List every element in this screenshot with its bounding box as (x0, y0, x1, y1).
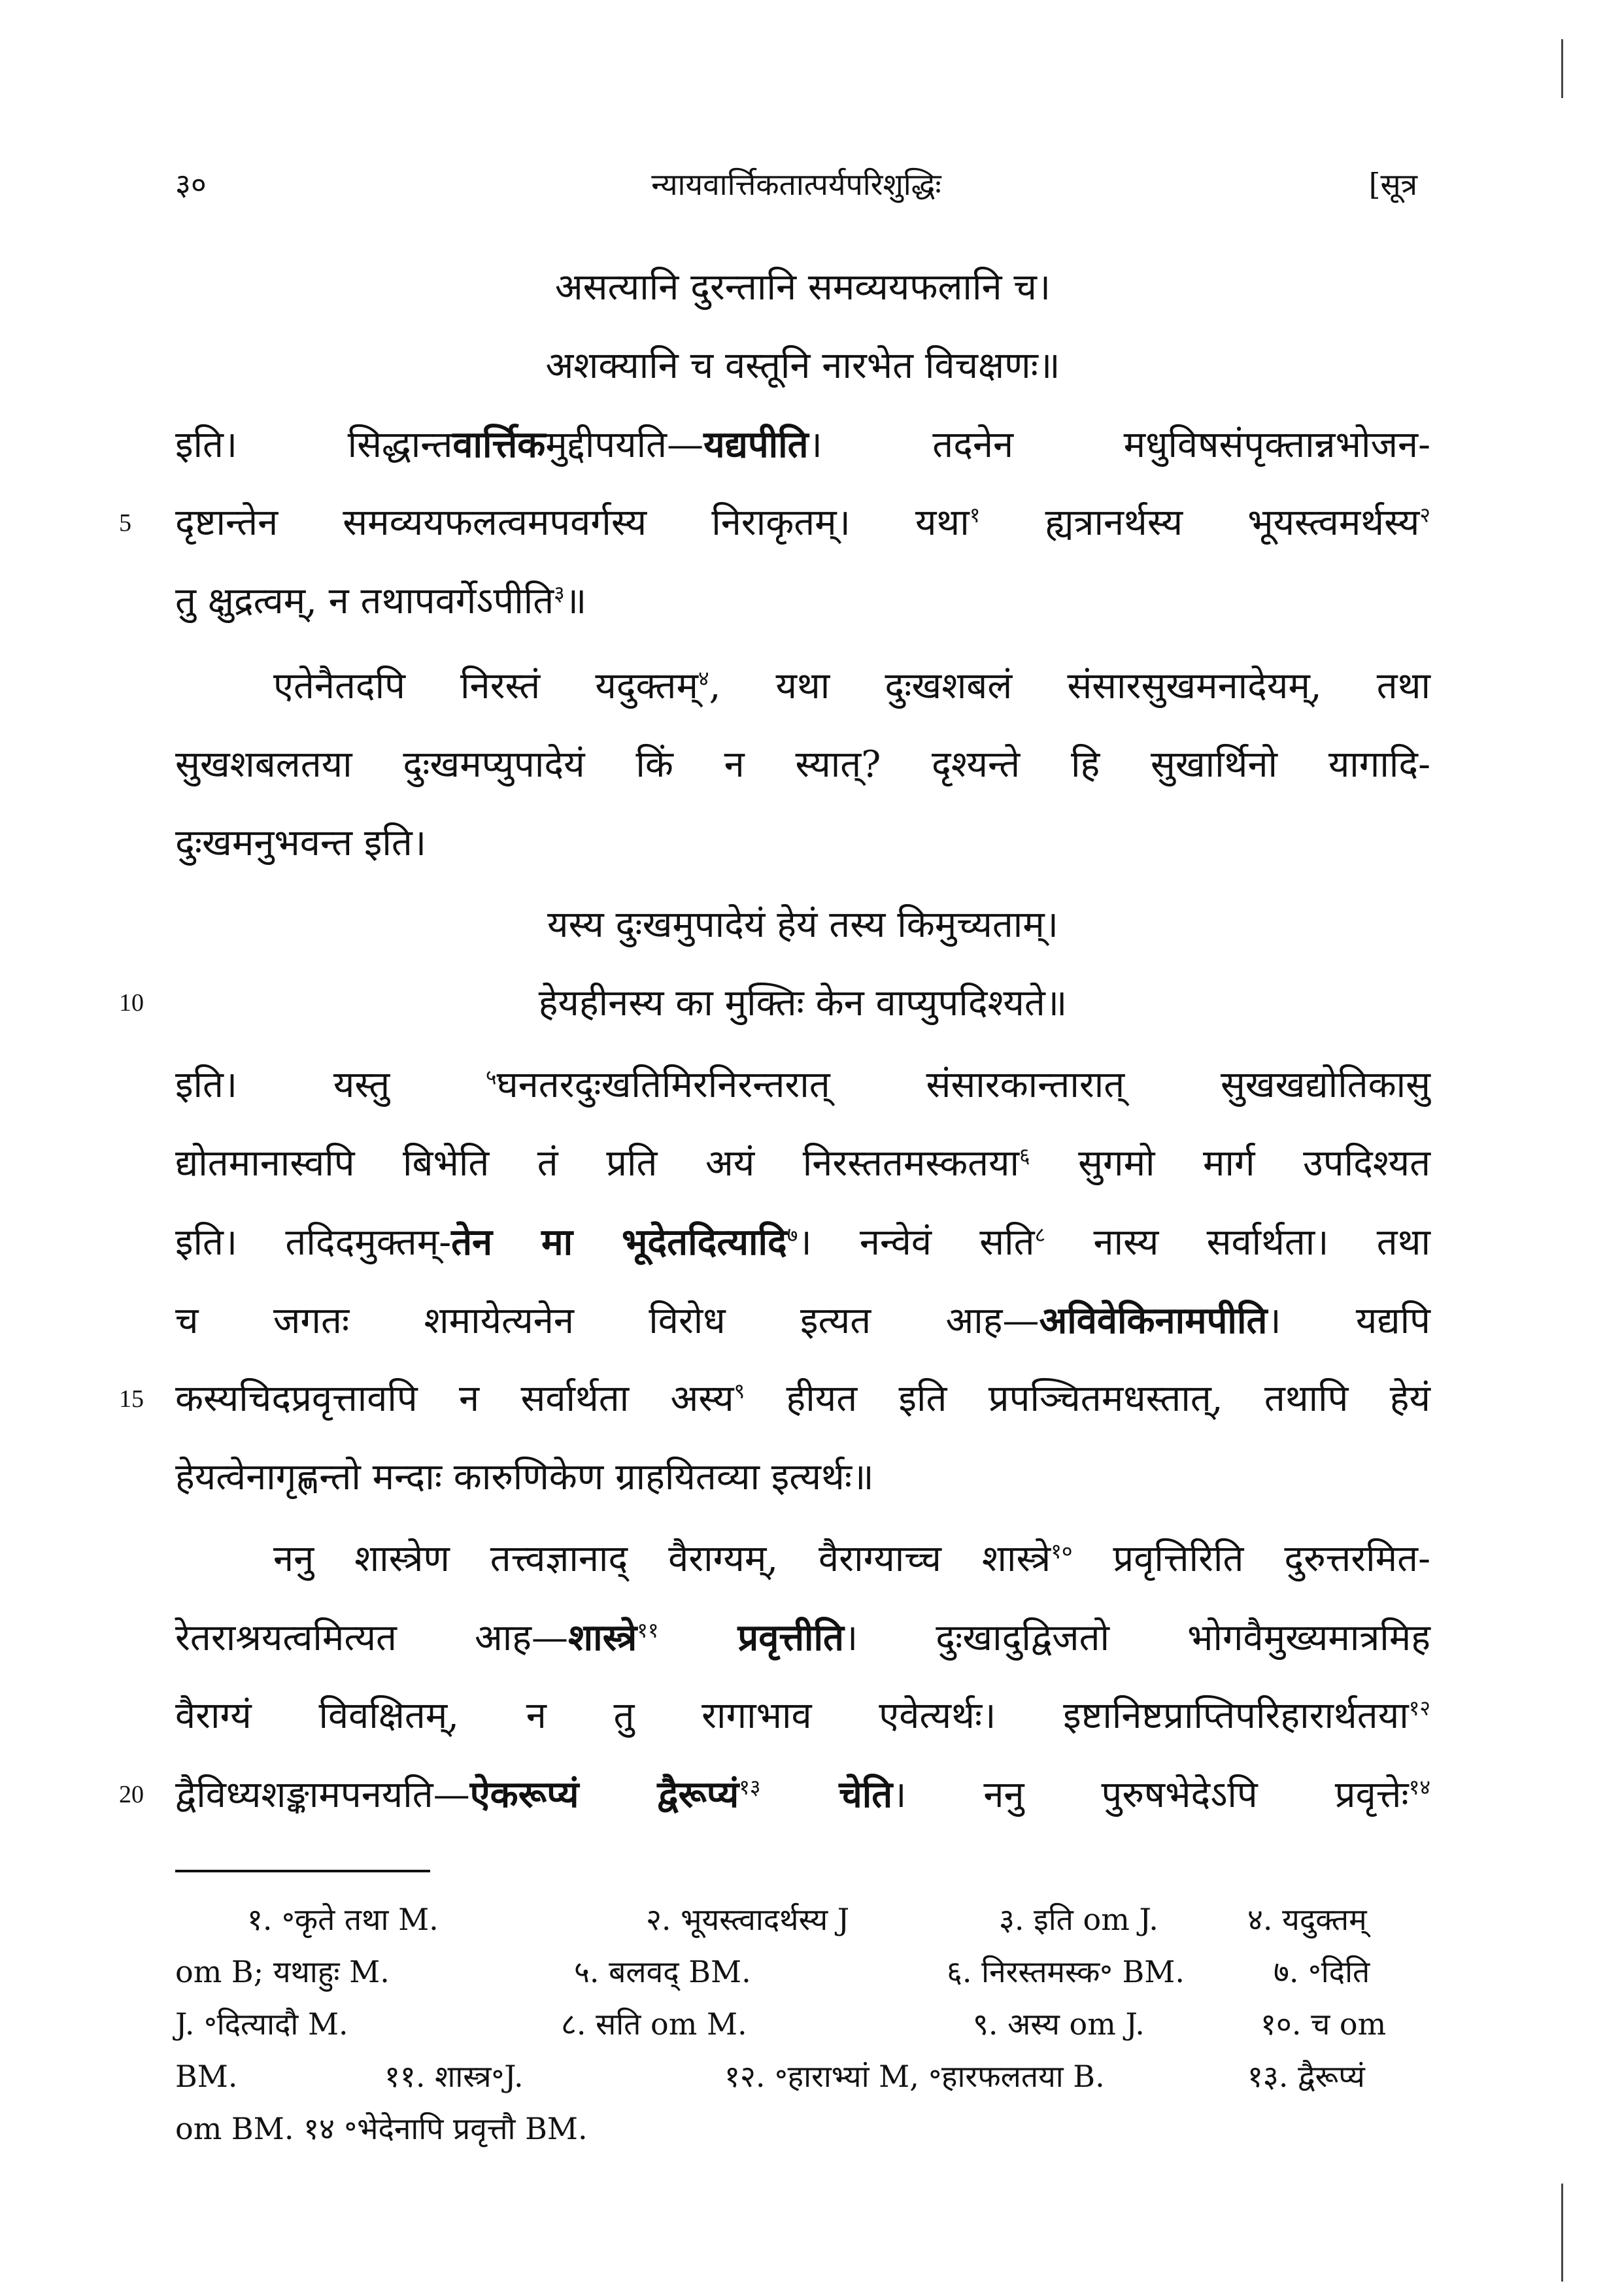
footnote: ५. बलवद् BM. (574, 1954, 751, 1989)
text-run: इति। सिद्धान्त (175, 424, 453, 466)
text-run: ॥ (564, 580, 587, 622)
footnote: ३. इति om J. (999, 1902, 1158, 1937)
bold-term: तेन मा भूदेतदित्यादि (451, 1221, 787, 1264)
footnote-ref: १३ (739, 1774, 761, 1800)
text-run: घनतरदुःखतिमिरनिरन्तरात् संसारकान्तारात् सुखखद्योतिकासु (496, 1064, 1430, 1106)
verse-line: यस्य दुःखमुपादेयं हेयं तस्य किमुच्यताम्। (547, 903, 1058, 946)
footnote-ref: ५ (485, 1064, 497, 1090)
line-number: 15 (119, 1385, 144, 1413)
footnote-ref: २ (1419, 502, 1430, 528)
text-line (175, 1687, 1430, 1746)
text-run: । ननु पुरुषभेदेऽपि प्रवृत्तेः (892, 1774, 1409, 1816)
footnote: BM. (175, 2059, 238, 2094)
footnote: ११. शास्त्र॰J. (384, 2059, 524, 2094)
text-run: , यथा दुःखशबलं संसारसुखमनादेयम्, तथा (709, 665, 1430, 707)
footnote: १२. ॰हाराभ्यां M, ॰हारफलतया B. (724, 2059, 1105, 2094)
scan-edge-mark (1561, 39, 1563, 98)
text-run: ननु शास्त्रेण तत्त्वज्ञानाद् वैराग्यम्, वैराग्याच्च शास्त्रे (273, 1538, 1051, 1580)
text-run: कस्यचिदप्रवृत्तावपि न सर्वार्थता अस्य (175, 1377, 734, 1420)
footnote-ref: ७ (786, 1222, 798, 1247)
text-line (175, 572, 1430, 631)
section-label: [सूत्र (1368, 167, 1417, 202)
text-run: ह्यत्रानर्थस्य भूयस्त्वमर्थस्य (980, 501, 1420, 544)
footnote: ७. ॰दिति (1274, 1954, 1370, 1989)
footnote-separator (175, 1870, 430, 1872)
text-line (175, 1134, 1430, 1193)
text-run: वैराग्यं विवक्षितम्, न तु रागाभाव एवेत्यर्थः। इष्टानिष्टप्राप्तिपरिहारार्थतया (175, 1695, 1409, 1737)
footnote: १०. च om (1260, 2006, 1387, 2042)
bold-term: चेति (760, 1773, 893, 1816)
text-run: प्रवृत्तिरिति दुरुत्तरमित- (1072, 1538, 1430, 1580)
text-run: दृष्टान्तेन समव्ययफलत्वमपवर्गस्य निराकृतम्। यथा (175, 501, 970, 544)
footnote: ६. निरस्तमस्क॰ BM. (947, 1954, 1185, 1989)
text-line (175, 1608, 1430, 1668)
text-line (175, 1213, 1430, 1272)
running-header (175, 163, 1417, 222)
text-run: । दुःखादुद्विजतो भोगवैमुख्यमात्रमिह (843, 1617, 1430, 1659)
footnote-ref: १ (969, 502, 981, 528)
text-run: मुद्दीपयति— (545, 424, 704, 466)
text-run: तु क्षुद्रत्वम्, न तथापवर्गेऽपीति (175, 580, 554, 622)
text-line: दुःखमनुभवन्त इति। (175, 822, 427, 864)
text-line (175, 657, 1430, 716)
bold-term: ऐकरूप्यं द्वैरूप्यं (469, 1773, 739, 1816)
verse-line: अशक्यानि च वस्तूनि नारभेत विचक्षणः॥ (545, 345, 1060, 387)
verse-line: असत्यानि दुरन्तानि समव्ययफलानि च। (554, 266, 1051, 309)
bold-term: वार्त्तिक (452, 423, 546, 466)
text-run: द्योतमानास्वपि बिभेति तं प्रति अयं निरस्ततमस्कतया (175, 1142, 1020, 1185)
text-line (175, 415, 1430, 475)
text-run: नास्य सर्वार्थता। तथा (1045, 1221, 1430, 1264)
footnote-ref: १० (1051, 1538, 1073, 1564)
text-line (175, 1056, 1430, 1115)
footnote-ref: ९ (734, 1378, 745, 1404)
bold-term: प्रवृत्तीति (658, 1616, 844, 1659)
bold-term: शास्त्रे (568, 1616, 637, 1659)
line-number: 10 (119, 989, 144, 1017)
line-number: 20 (119, 1781, 144, 1808)
text-run: च जगतः शमायेत्यनेन विरोध इत्यत आह— (175, 1300, 1039, 1342)
text-run: इति। यस्तु (175, 1064, 486, 1106)
footnote-ref: ३ (554, 581, 565, 606)
verse-line: हेयहीनस्य का मुक्तिः केन वाप्युपदिश्यते॥ (538, 982, 1068, 1024)
bold-term: यद्यपीति (703, 423, 809, 466)
text-line (175, 1291, 1430, 1351)
text-run: एतेनैतदपि निरस्तं यदुक्तम् (273, 665, 698, 707)
footnote-ref: ८ (1034, 1222, 1046, 1247)
running-title: न्यायवार्त्तिकतात्पर्यपरिशुद्धिः (651, 167, 941, 202)
footnote: १३. द्वैरूप्यं (1247, 2059, 1365, 2094)
text-line (175, 1530, 1430, 1589)
footnote: १. ॰कृते तथा M. (247, 1902, 439, 1937)
footnote: om BM. १४ ॰भेदेनापि प्रवृत्तौ BM. (175, 2111, 588, 2146)
text-line: हेयत्वेनागृह्णन्तो मन्दाः कारुणिकेण ग्राहयितव्या इत्यर्थः॥ (175, 1456, 874, 1498)
scan-edge-mark (1561, 2184, 1563, 2282)
page-number: ३० (175, 167, 207, 202)
footnote-ref: ११ (637, 1617, 659, 1643)
footnote: २. भूयस्त्वादर्थस्य J (646, 1902, 850, 1937)
footnote-ref: ४ (698, 666, 709, 691)
footnote: ४. यदुक्तम् (1247, 1902, 1367, 1937)
footnote: ९. अस्य om J. (973, 2006, 1145, 2042)
text-line (175, 1765, 1430, 1825)
footnote-ref: ६ (1019, 1143, 1030, 1168)
bold-term: अविवेकिनामपीति (1039, 1299, 1268, 1342)
footnote-ref: १२ (1408, 1695, 1430, 1721)
text-run: । यद्यपि (1267, 1300, 1430, 1342)
text-run: रेतराश्रयत्वमित्यत आह— (175, 1617, 569, 1659)
footnote: ८. सति om M. (561, 2006, 747, 2042)
footnote: J. ॰दित्यादौ M. (175, 2006, 348, 2042)
footnote-ref: १४ (1408, 1774, 1431, 1800)
text-line (175, 494, 1430, 552)
line-number: 5 (119, 509, 131, 537)
text-run: द्वैविध्यशङ्कामपनयति— (175, 1774, 470, 1816)
footnote: om B; यथाहुः M. (175, 1954, 390, 1989)
text-run: । तदनेन मधुविषसंपृक्तान्नभोजन- (808, 424, 1430, 466)
text-line: सुखशबलतया दुःखमप्युपादेयं किं न स्यात्? दृश्यन्ते हि सुखार्थिनो यागादि- (175, 743, 1430, 786)
text-line (175, 1370, 1430, 1428)
text-run: हीयत इति प्रपञ्चितमधस्तात्, तथापि हेयं (745, 1377, 1430, 1420)
text-run: इति। तदिदमुक्तम्- (175, 1221, 452, 1264)
text-run: । नन्वेवं सति (798, 1221, 1035, 1264)
text-run: सुगमो मार्ग उपदिश्यत (1030, 1142, 1431, 1185)
